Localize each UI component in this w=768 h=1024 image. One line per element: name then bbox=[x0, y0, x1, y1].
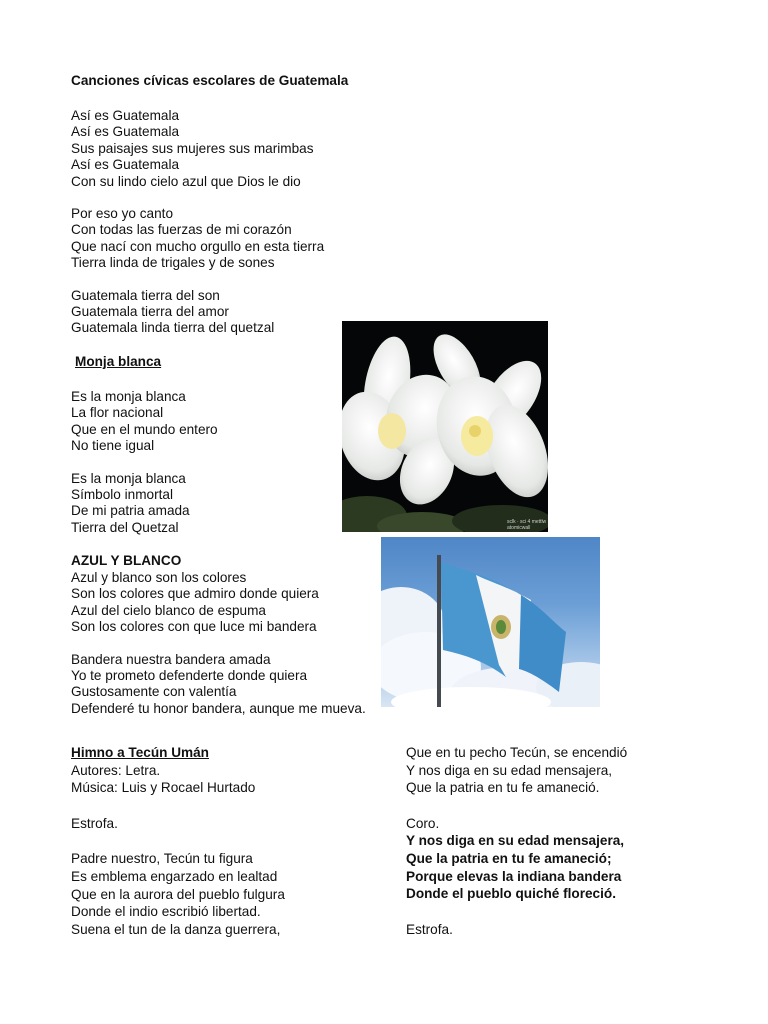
lyric-line: Padre nuestro, Tecún tu figura bbox=[71, 851, 253, 867]
lyric-line: Tierra linda de trigales y de sones bbox=[71, 255, 275, 271]
stanza bbox=[71, 652, 366, 718]
lyric-line: Así es Guatemala bbox=[71, 157, 180, 173]
stanza bbox=[71, 108, 324, 190]
lyric-line: Defenderé tu honor bandera, aunque me mueva. bbox=[71, 700, 366, 716]
lyric-line: De mi patria amada bbox=[71, 503, 190, 519]
lyric-line: Bandera nuestra bandera amada bbox=[71, 651, 271, 667]
lyric-line: Yo te prometo defenderte donde quiera bbox=[71, 668, 308, 684]
lyric-line: Es emblema engarzado en lealtad bbox=[71, 868, 278, 884]
lyric-line: Suena el tun de la danza guerrera, bbox=[71, 921, 281, 937]
song-azul-y-blanco bbox=[71, 570, 366, 717]
lyric-line: Es la monja blanca bbox=[71, 470, 186, 486]
stanza bbox=[71, 206, 324, 272]
author-line: Música: Luis y Rocael Hurtado bbox=[71, 780, 256, 796]
song-asi-es-guatemala bbox=[71, 108, 324, 337]
lyric-line: Guatemala linda tierra del quetzal bbox=[71, 320, 275, 336]
lyric-line: Donde el indio escribió libertad. bbox=[71, 904, 261, 920]
coro-label: Coro. bbox=[406, 815, 440, 831]
lyric-line: No tiene igual bbox=[71, 438, 155, 454]
lyric-line: Que en tu pecho Tecún, se encendió bbox=[406, 745, 628, 760]
lyric-line: Azul y blanco son los colores bbox=[71, 570, 247, 585]
lyric-line: Así es Guatemala bbox=[71, 108, 180, 123]
estrofa-label: Estrofa. bbox=[71, 815, 118, 831]
coro-line: Donde el pueblo quiché floreció. bbox=[406, 886, 616, 902]
lyric-line: Con todas las fuerzas de mi corazón bbox=[71, 222, 292, 238]
lyric-line: Guatemala tierra del amor bbox=[71, 304, 229, 320]
coro-line: Que la patria en tu fe amaneció; bbox=[406, 850, 612, 866]
orchid-icon bbox=[342, 321, 548, 532]
stanza bbox=[71, 288, 324, 337]
heading-monja-blanca: Monja blanca bbox=[75, 354, 162, 369]
lyric-line: Son los colores con que luce mi bandera bbox=[71, 619, 317, 635]
lyric-line: Por eso yo canto bbox=[71, 206, 174, 222]
lyric-line: Guatemala tierra del son bbox=[71, 287, 220, 303]
author-line: Autores: Letra. bbox=[71, 762, 161, 778]
guatemala-flag-image bbox=[381, 537, 600, 707]
document-title: Canciones cívicas escolares de Guatemala bbox=[71, 73, 349, 88]
lyric-line: Que la patria en tu fe amaneció. bbox=[406, 780, 600, 796]
stanza bbox=[71, 570, 366, 636]
himno-left-column bbox=[71, 744, 285, 938]
heading-azul-y-blanco: AZUL Y BLANCO bbox=[71, 553, 182, 568]
song-monja-blanca bbox=[71, 389, 218, 536]
lyric-line: Gustosamente con valentía bbox=[71, 684, 237, 700]
lyric-line: Es la monja blanca bbox=[71, 389, 186, 404]
lyric-line: Símbolo inmortal bbox=[71, 487, 173, 503]
lyric-line: Así es Guatemala bbox=[71, 124, 180, 140]
monja-blanca-orchid-image bbox=[342, 321, 548, 532]
lyric-line: Con su lindo cielo azul que Dios le dio bbox=[71, 173, 301, 189]
lyric-line: Son los colores que admiro donde quiera bbox=[71, 586, 319, 602]
lyric-line: La flor nacional bbox=[71, 405, 164, 421]
lyric-line: Que nací con mucho orgullo en esta tierra bbox=[71, 238, 325, 254]
lyric-line: Tierra del Quetzal bbox=[71, 519, 179, 535]
heading-himno-tecun-uman: Himno a Tecún Umán bbox=[71, 745, 209, 760]
image-watermark: sclk · sci 4 mettlw atomicwall bbox=[507, 519, 547, 531]
stanza bbox=[71, 471, 218, 537]
lyric-line: Sus paisajes sus mujeres sus marimbas bbox=[71, 140, 314, 156]
himno-right-column bbox=[406, 744, 627, 938]
coro-line: Porque elevas la indiana bandera bbox=[406, 868, 622, 884]
lyric-line: Que en el mundo entero bbox=[71, 421, 218, 437]
flag-icon bbox=[381, 537, 600, 707]
stanza bbox=[71, 389, 218, 455]
coro-line: Y nos diga en su edad mensajera, bbox=[406, 833, 625, 849]
lyric-line: Azul del cielo blanco de espuma bbox=[71, 602, 266, 618]
estrofa-label: Estrofa. bbox=[406, 921, 453, 937]
lyric-line: Y nos diga en su edad mensajera, bbox=[406, 762, 613, 778]
lyric-line: Que en la aurora del pueblo fulgura bbox=[71, 886, 285, 902]
